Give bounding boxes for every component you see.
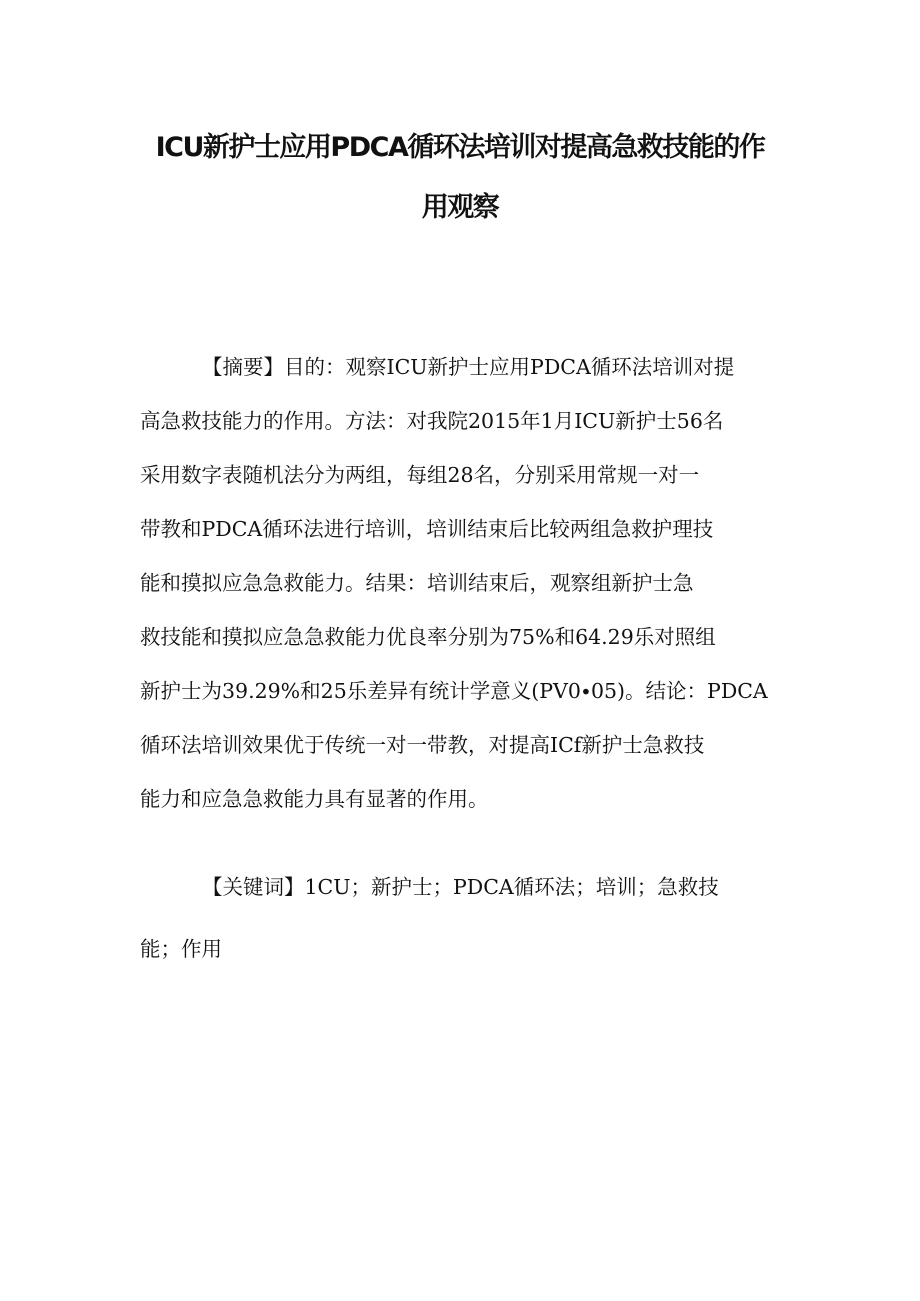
abstract-line: 循环法培训效果优于传统一对一带教，对提高ICf新护士急救技	[140, 733, 705, 757]
abstract-line: 【摘要】目的：观察ICU新护士应用PDCA循环法培训对提	[202, 355, 735, 379]
abstract-line: 救技能和摸拟应急急救能力优良率分别为75%和64.29乐对照组	[140, 625, 716, 649]
paper-title	[0, 118, 920, 238]
abstract-paragraph	[140, 340, 800, 826]
keywords-line: 能；作用	[140, 937, 222, 961]
keywords-paragraph	[140, 856, 800, 980]
abstract-line: 采用数字表随机法分为两组，每组28名，分别采用常规一对一	[140, 463, 700, 487]
title-line-2: 用观察	[421, 192, 499, 223]
abstract-line: 高急救技能力的作用。方法：对我院2015年1月ICU新护士56名	[140, 409, 724, 433]
title-line-1: ICU新护士应用PDCA循环法培训对提高急救技能的作	[155, 132, 765, 163]
abstract-line: 带教和PDCA循环法进行培训，培训结束后比较两组急救护理技	[140, 517, 714, 541]
abstract-line: 能和摸拟应急急救能力。结果：培训结束后，观察组新护士急	[140, 571, 694, 595]
abstract-line: 新护士为39.29%和25乐差异有统计学意义(PV0∙05)。结论：PDCA	[140, 679, 768, 703]
keywords-line: 【关键词】1CU；新护士；PDCA循环法；培训；急救技	[202, 875, 719, 899]
abstract-line: 能力和应急急救能力具有显著的作用。	[140, 787, 489, 811]
